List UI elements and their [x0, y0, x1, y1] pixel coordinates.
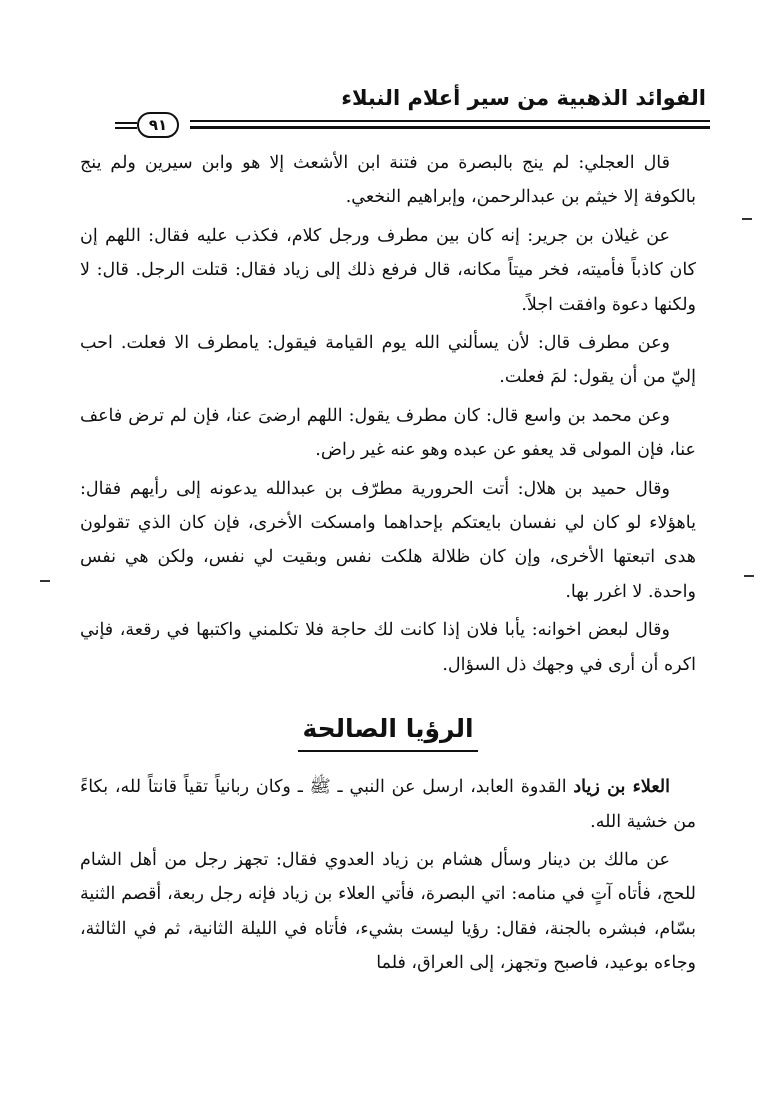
- page-body: [80, 146, 696, 981]
- page-number: ٩١: [137, 112, 179, 138]
- biography-name: العلاء بن زياد: [573, 777, 670, 798]
- header-rule-thin: [190, 120, 710, 122]
- paragraph-malik: عن مالك بن دينار وسأل هشام بن زياد العدوي فقال: تجهز رجل من أهل الشام للحج، فأتاه آتٍ في منامه: اتي البصرة، فأتي العلاء بن زياد فإنه رجل ربعة، أقصم الثنية بسّام، فبشره بالجنة، فقال: رؤيا ليست بشيء، فأتاه في الليلة الثانية، ثم في الثالثة، وجاءه بوعيد، فاصبح وتجهز، إلى العراق، فلما: [80, 849, 696, 974]
- running-header-title: الفوائد الذهبية من سير أعلام النبلاء: [341, 86, 706, 110]
- section-heading: [80, 712, 696, 752]
- paragraph-alaa: [80, 770, 696, 839]
- margin-mark: [742, 218, 752, 220]
- paragraph-humayd: وقال حميد بن هلال: أتت الحرورية مطرّف بن عبدالله يدعونه إلى رأيهم فقال: ياهؤلاء لو كان لي نفسان بايعتكم بإحداهما وامسكت الأخرى، فإن كان الذي تقولون هدى اتبعتها الأخرى، وإن كان ظلالة هلكت نفس وبقيت لي نفس، ولكن هي نفس واحدة. لا اغرر بها.: [80, 478, 696, 602]
- margin-mark: [40, 580, 50, 582]
- header-rule-left-short: [115, 122, 137, 124]
- section-heading-underline: [298, 750, 478, 752]
- paragraph-ikhwan: وقال لبعض اخوانه: يأبا فلان إذا كانت لك حاجة فلا تكلمني واكتبها في رقعة، فإني اكره أن أرى في وجهك ذل السؤال.: [80, 620, 696, 675]
- paragraph-mutarrif: وعن مطرف قال: لأن يسألني الله يوم القيامة فيقول: يامطرف الا فعلت. احب إليّ من أن يقول: لمَ فعلت.: [80, 333, 696, 388]
- paragraph-ijli: قال العجلي: لم ينج بالبصرة من فتنة ابن الأشعث إلا هو وابن سيرين ولم ينج بالكوفة إلا خيثم بن عبدالرحمن، وإبراهيم النخعي.: [80, 153, 696, 208]
- paragraph-ghaylan: عن غيلان بن جرير: إنه كان بين مطرف ورجل كلام، فكذب عليه فقال: اللهم إن كان كاذباً فأميته، فخر ميتاً مكانه، قال فرفع ذلك إلى زياد فقال: قتلت الرجل. قال: لا ولكنها دعوة وافقت اجلاً.: [80, 225, 696, 315]
- header-rule-left-short-2: [115, 127, 137, 129]
- biography-intro: القدوة العابد، ارسل عن النبي ـ ﷺ ـ وكان ربانياً تقياً قانتاً لله، بكاءً من خشية الله.: [80, 777, 696, 832]
- header-rule-thick: [190, 126, 710, 129]
- paragraph-wasi: وعن محمد بن واسع قال: كان مطرف يقول: اللهم ارضىَ عنا، فإن لم ترض فاعف عنا، فإن المولى قد يعفو عن عبده وهو عنه غير راض.: [80, 405, 696, 461]
- margin-mark: [744, 575, 754, 577]
- section-heading-text: الرؤيا الصالحة: [302, 714, 474, 744]
